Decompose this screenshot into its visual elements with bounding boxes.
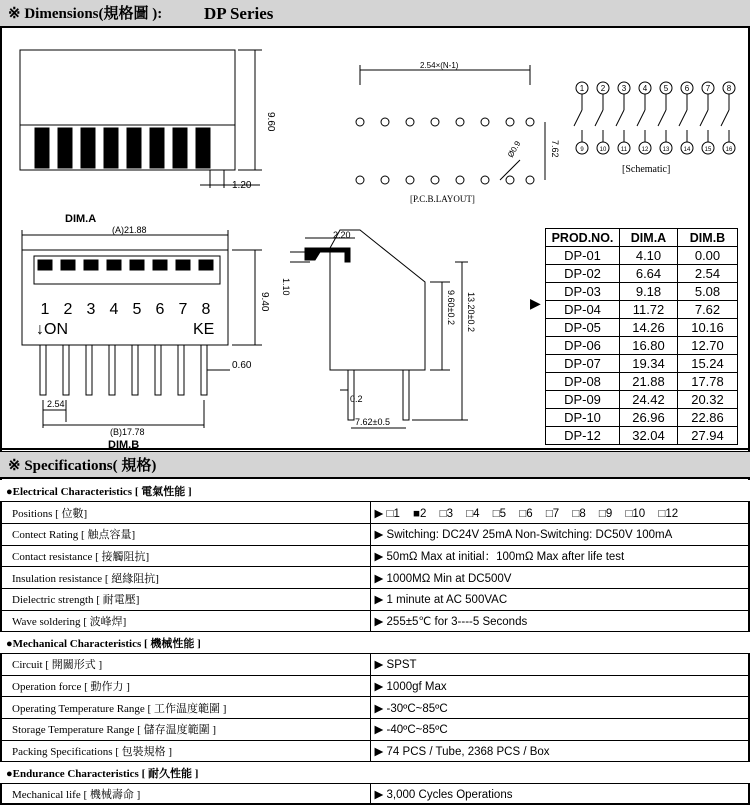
specifications-header	[0, 451, 750, 479]
table-row: DP-10 26.96 22.86	[546, 409, 738, 427]
schematic-caption: [Schematic]	[622, 164, 671, 175]
svg-text:3: 3	[86, 301, 96, 318]
spec-row: Contect Rating [ 触点容量] ▶ Switching: DC24V 25mA Non-Switching: DC50V 100mA	[0, 523, 750, 545]
top-view	[20, 50, 262, 188]
table-row: DP-06 16.80 12.70	[546, 337, 738, 355]
svg-text:12: 12	[641, 147, 649, 153]
positions-label: Positions [ 位數]	[0, 502, 370, 524]
spec-row: Mechanical life [ 機械壽命 ] ▶ 3,000 Cycles Operations	[0, 784, 750, 805]
pcb-row-spacing: 7.62	[550, 140, 560, 158]
pcb-hole: Ø0.9	[505, 139, 523, 159]
side-step: 1.10	[281, 278, 291, 296]
svg-text:15: 15	[704, 147, 712, 153]
spec-row: Operating Temperature Range [ 工作温度範圍 ] ▶ -30ºC~85ºC	[0, 697, 750, 719]
svg-text:8: 8	[201, 301, 211, 318]
svg-text:5: 5	[132, 301, 142, 318]
position-option: □3	[439, 507, 453, 520]
pcb-layout	[356, 65, 545, 184]
table-row: DP-12 32.04 27.94	[546, 427, 738, 445]
svg-text:4: 4	[109, 301, 119, 318]
series-title: DP Series	[204, 4, 274, 23]
table-row: DP-09 24.42 20.32	[546, 391, 738, 409]
svg-text:11: 11	[620, 147, 628, 153]
svg-text:1: 1	[40, 301, 50, 318]
svg-text:4: 4	[642, 84, 648, 93]
mechanical-heading: ●Mechanical Characteristics [ 機械性能 ]	[0, 632, 750, 654]
side-top-width: 2.20	[333, 230, 351, 240]
spec-row: Insulation resistance [ 絕緣阻抗] ▶ 1000MΩ Min at DC500V	[0, 567, 750, 589]
specifications-table	[0, 480, 750, 805]
table-row: DP-02 6.64 2.54	[546, 265, 738, 283]
side-pin-width: 0.2	[350, 394, 363, 404]
svg-text:1: 1	[579, 84, 585, 93]
dimensions-header	[0, 0, 750, 28]
position-option: □4	[466, 507, 480, 520]
side-height-2: 13.20±0.2	[466, 292, 476, 332]
side-height-1: 9.60±0.2	[446, 290, 456, 325]
svg-text:2: 2	[600, 84, 606, 93]
side-view	[290, 230, 468, 428]
position-option: □1	[386, 507, 400, 520]
header-dim-a: DIM.A	[620, 229, 678, 247]
side-row-spacing: 7.62±0.5	[355, 417, 390, 427]
svg-text:10: 10	[599, 147, 607, 153]
on-label: ↓ON	[36, 321, 68, 338]
svg-text:7: 7	[705, 84, 711, 93]
position-option: □8	[572, 507, 586, 520]
spec-row: Contact resistance [ 接觸阻抗] ▶ 50mΩ Max at initial：100mΩ Max after life test	[0, 545, 750, 567]
front-view-numbers	[41, 301, 211, 318]
position-option: □5	[492, 507, 507, 520]
position-option: □12	[658, 507, 679, 520]
svg-text:13: 13	[662, 147, 670, 153]
top-view-body	[20, 50, 235, 125]
dim-a-title: DIM.A	[65, 213, 97, 225]
electrical-heading: ●Electrical Characteristics [ 電氣性能 ]	[0, 480, 750, 502]
mechanical-heading-row	[0, 632, 750, 654]
position-option: □10	[625, 507, 646, 520]
table-row: DP-05 14.26 10.16	[546, 319, 738, 337]
svg-text:8: 8	[726, 84, 732, 93]
dim-b-value: (B)17.78	[110, 427, 145, 437]
dimension-table	[545, 228, 738, 445]
dimensions-title: ※ Dimensions(規格圖 ):	[8, 6, 163, 22]
spec-row: Dielectric strength [ 耐電壓] ▶ 1 minute at AC 500VAC	[0, 588, 750, 610]
svg-text:6: 6	[155, 301, 165, 318]
endurance-heading: ●Endurance Characteristics [ 耐久性能 ]	[0, 762, 750, 784]
svg-text:3: 3	[621, 84, 627, 93]
brand-label: KE	[193, 321, 215, 338]
spec-row: Packing Specifications [ 包裝規格 ] ▶ 74 PCS / Tube, 2368 PCS / Box	[0, 740, 750, 762]
pin-pitch: 2.54	[47, 399, 65, 409]
front-view-pin-width: 0.60	[232, 360, 252, 371]
svg-text:6: 6	[684, 84, 690, 93]
top-view-height: 9.60	[265, 112, 276, 132]
top-view-pin-width: 1.20	[232, 180, 252, 191]
svg-text:9: 9	[580, 147, 584, 153]
position-option: □9	[598, 507, 613, 520]
front-view-pins	[40, 345, 207, 395]
spec-row: Circuit [ 開關形式 ] ▶ SPST	[0, 654, 750, 676]
spec-row: Operation force [ 動作力 ] ▶ 1000gf Max	[0, 675, 750, 697]
svg-text:14: 14	[683, 147, 691, 153]
header-dim-b: DIM.B	[678, 229, 738, 247]
dim-b-title: DIM.B	[108, 439, 140, 450]
svg-text:2: 2	[63, 301, 73, 318]
position-option: □6	[519, 507, 533, 520]
svg-text:5: 5	[663, 84, 669, 93]
endurance-heading-row	[0, 762, 750, 784]
specifications-title: ※ Specifications( 規格)	[8, 458, 157, 474]
table-row: DP-01 4.10 0.00	[546, 247, 738, 265]
svg-text:7: 7	[178, 301, 188, 318]
pcb-caption: [P.C.B.LAYOUT]	[410, 194, 475, 204]
front-view-actuators	[38, 260, 213, 270]
front-view-height: 9.40	[259, 292, 270, 312]
electrical-heading-row	[0, 480, 750, 502]
pcb-pitch: 2.54×(N-1)	[420, 61, 459, 70]
spec-row: Storage Temperature Range [ 儲存温度範圍 ] ▶ -40ºC~85ºC	[0, 719, 750, 741]
position-option: ■2	[413, 507, 427, 520]
position-option: □7	[545, 507, 560, 520]
table-row: DP-08 21.88 17.78	[546, 373, 738, 391]
header-prod-no: PROD.NO.	[546, 229, 620, 247]
spec-row: Wave soldering [ 波峰焊] ▶ 255±5℃ for 3----5 Seconds	[0, 610, 750, 632]
table-row: DP-07 19.34 15.24	[546, 355, 738, 373]
positions-options: ▶ □1 ■2 □3 □4 □5 □6 □7 □8 □9 □10 □12	[370, 502, 750, 524]
dimension-drawings	[0, 30, 750, 450]
table-row: DP-03 9.18 5.08	[546, 283, 738, 301]
schematic	[574, 82, 735, 154]
dimension-table-header	[546, 229, 738, 247]
table-row: DP-04 11.72 7.62	[546, 301, 738, 319]
spec-row	[0, 502, 750, 524]
svg-text:16: 16	[725, 147, 733, 153]
selected-row-pointer: ▶	[530, 297, 541, 312]
dim-a-value: (A)21.88	[112, 225, 147, 235]
